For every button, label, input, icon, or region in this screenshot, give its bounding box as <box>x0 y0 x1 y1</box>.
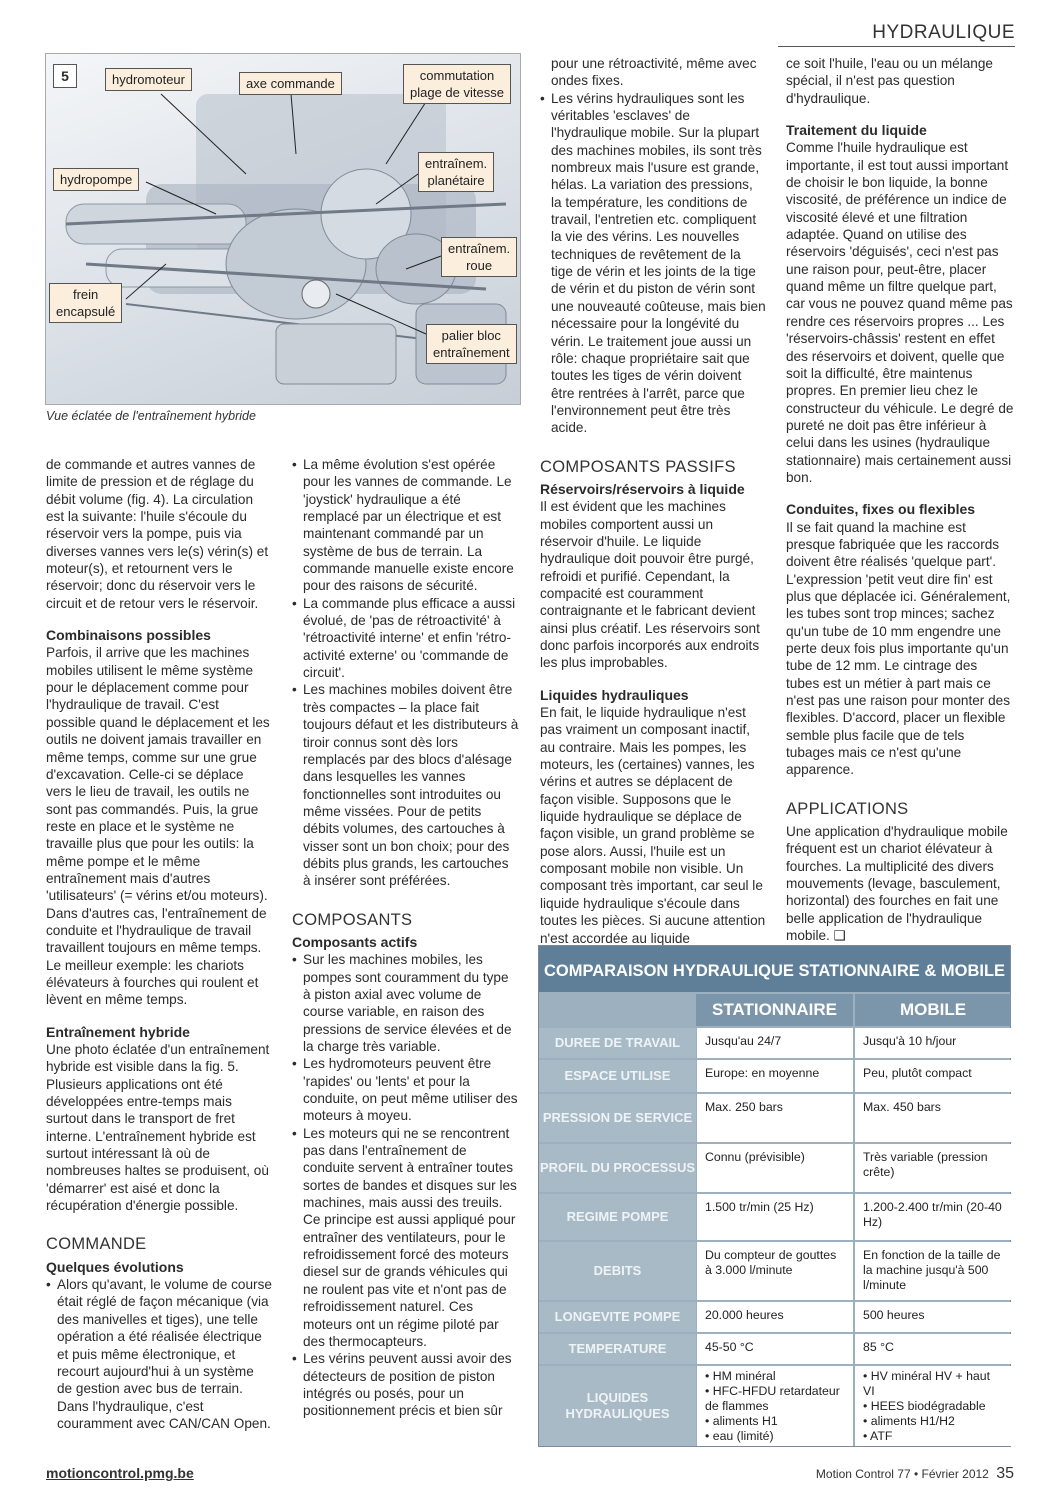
list-item: • HEES biodégradable <box>863 1399 1003 1414</box>
exploded-view-figure <box>45 53 521 405</box>
section-heading: APPLICATIONS <box>786 799 909 818</box>
table-row <box>539 1060 1010 1092</box>
paragraph: de commande et autres vannes de limite de pression et de réglage du débit volume (fig. 4). La circulation est la suivante: l'huile s'écoule du réservoir vers la pompe, puis via diverses vannes vers le(s) vérin(s) et moteur(s), et retournent vers le réservoir; donc du réservoir vers le circuit et de retour vers le réservoir. <box>46 457 269 611</box>
bullet-item: • La même évolution s'est opérée pour les vannes de commande. Le 'joystick' hydraulique a été remplacé par un électrique et est maintenant commandé par un système de bus de terrain. La commande manuelle existe encore pour des raisons de sécurité. <box>292 456 519 595</box>
subheading: Traitement du liquide <box>786 122 927 139</box>
section-header: HYDRAULIQUE <box>872 22 1015 43</box>
cell-stationnaire: 1.500 tr/min (25 Hz) <box>697 1194 853 1240</box>
subheading: Conduites, fixes ou flexibles <box>786 501 976 518</box>
bullet-item: • Les moteurs qui ne se rencontrent pas dans l'entraînement de conduite servent à entraîner toutes sortes de bandes et disques sur les machines, mais aussi des treuils. Ce principe est aussi appliqué pour entraîner des ventilateurs, pour le refroidissement forcé des moteurs diesel sur de grands véhicules qui ne roulent pas vite et n'ont pas de refroidissement naturel. Ces moteurs ont un régime piloté par des thermocapteurs. <box>292 1125 519 1350</box>
cell-mobile: Très variable (pression crête) <box>855 1144 1011 1192</box>
cell-stationnaire: 45-50 °C <box>697 1334 853 1364</box>
comparison-table <box>538 945 1011 1447</box>
table-row <box>539 1302 1010 1332</box>
list-item: • HM minéral <box>705 1369 845 1384</box>
row-label: ESPACE UTILISE <box>539 1060 696 1092</box>
cell-mobile: Max. 450 bars <box>855 1094 1011 1142</box>
list-item: • eau (limité) <box>705 1429 845 1444</box>
label-planetaire: entraînem. planétaire <box>418 152 494 192</box>
subheading: Réservoirs/réservoirs à liquide <box>540 480 745 497</box>
subheading: Composants actifs <box>292 933 418 950</box>
subheading: Quelques évolutions <box>46 1258 184 1275</box>
paragraph: Il est évident que les machines mobiles comportent aussi un réservoir d'huile. Le liquide hydraulique doit pouvoir être purgé, refroidi et purifié. Cependant, la compacité est couramment contraignante et le fabricant devient ainsi plus créatif. Les réservoirs sont donc parfois incorporés aux endroits les plus improbables. <box>540 499 760 671</box>
paragraph: En fait, le liquide hydraulique n'est pas vraiment un composant inactif, au contraire. Mais les pompes, les moteurs, les (certaines) vannes, les vérins et autres se déplacent de façon visible. Supposons que le liquide hydraulique se déplace de façon visible, un grand problème se pose alors. Aussi, l'huile est un composant mobile non visible. Un composant très important, car seul le liquide hydraulique s'écoule dans toutes les pièces. Si aucune attention n'est accordée au liquide <box>540 705 766 946</box>
table-row <box>539 1144 1010 1192</box>
cell-stationnaire: Jusqu'au 24/7 <box>697 1028 853 1058</box>
bullet-item: • Les vérins peuvent aussi avoir des détecteurs de position de piston intégrés ou posés, pour un positionnement précis et bien sûr <box>292 1350 519 1419</box>
issue-label: Motion Control 77 • Février 2012 <box>815 1467 989 1481</box>
column-3 <box>540 55 766 964</box>
cell-mobile: En fonction de la taille de la machine jusqu'à 500 l/minute <box>855 1242 1011 1300</box>
row-label: DEBITS <box>539 1242 696 1300</box>
cell-stationnaire: Du compteur de gouttes à 3.000 l/minute <box>697 1242 853 1300</box>
cell-mobile <box>855 1366 1011 1446</box>
list-item: • ATF <box>863 1429 1003 1444</box>
issue-info <box>816 1465 1014 1483</box>
cell-mobile: 1.200-2.400 tr/min (20-40 Hz) <box>855 1194 1011 1240</box>
bullet-item: • Les machines mobiles doivent être très compactes – la place fait toujours défaut et les distributeurs à tiroir connus sont dès lors remplacés par des blocs d'alésage dans lesquelles les vannes fonctionnelles sont introduites ou même vissées. Pour de petits débits volumes, des cartouches à visser sont un bon choix; pour des débits plus grands, les cartouches à insérer sont préférées. <box>292 681 519 889</box>
label-axe-commande: axe commande <box>239 72 342 95</box>
column-header-stationnaire: STATIONNAIRE <box>696 994 853 1026</box>
row-label: DUREE DE TRAVAIL <box>539 1028 696 1058</box>
row-label: PROFIL DU PROCESSUS <box>539 1144 696 1192</box>
bullet-item: • Les vérins hydrauliques sont les véritables 'esclaves' de l'hydraulique mobile. Sur la plupart des machines mobiles, ils sont très nombreux mais l'usure est grande, hélas. La variation des pressions, la température, les conditions de travail, l'entretien etc. compliquent la vie des vérins. Les nouvelles techniques de revêtement de la tige de vérin et les joints de la tige de vérin et du piston de vérin sont une nouveauté coûteuse, mais bien nécessaire pour la longévité du vérin. Le traitement joue aussi un rôle: chaque propriétaire sait que toutes les tiges de vérin doivent être rentrées à l'arrêt, parce que l'environnement peut être très acide. <box>540 90 766 437</box>
subheading: Combinaisons possibles <box>46 627 211 644</box>
label-frein: frein encapsulé <box>49 283 122 323</box>
cell-stationnaire: Europe: en moyenne <box>697 1060 853 1092</box>
bullet-item: • Sur les machines mobiles, les pompes sont couramment du type à piston axial avec volume de course variable, en raison des pressions de service élevées et de la charge très variable. <box>292 951 519 1055</box>
cell-stationnaire: 20.000 heures <box>697 1302 853 1332</box>
row-label: TEMPERATURE <box>539 1334 696 1364</box>
paragraph: Parfois, il arrive que les machines mobiles utilisent le même système pour le déplacement comme pour l'hydraulique de travail. C'est possible quand le déplacement et les outils ne doivent jamais travailler en même temps, comme sur une grue d'excavation. Celle-ci se déplace vers le lieu de travail, les outils ne sont pas commandés. Puis, la grue reste en place et le système ne travaille plus que pour les outils: la même pompe et le même entraînement mais d'autres 'utilisateurs' (= vérins et/ou moteurs). Dans d'autres cas, l'entraînement de conduite et l'hydraulique de travail travaillent toujours en même temps. Le meilleur exemple: les chariots élévateurs à fourches qui roulent et lèvent en même temps. <box>46 645 270 1008</box>
cell-stationnaire <box>697 1366 853 1446</box>
header-rule <box>778 46 1015 47</box>
row-label: PRESSION DE SERVICE <box>539 1094 696 1142</box>
paragraph: Une application d'hydraulique mobile fréquent est un chariot élévateur à fourches. La multiplicité des divers mouvements (levage, basculement, horizontal) des fourches en fait une belle application de l'hydraulique mobile. ❑ <box>786 824 1008 944</box>
label-palier: palier bloc entraînement <box>426 324 517 364</box>
table-row <box>539 1334 1010 1364</box>
cell-mobile: Peu, plutôt compact <box>855 1060 1011 1092</box>
bullet-item: • La commande plus efficace a aussi évolué, de 'pas de rétroactivité' à 'rétroactivité interne' et enfin 'rétro-activité externe' ou 'commande de circuit'. <box>292 595 519 682</box>
list-item: • HFC-HFDU retardateur de flammes <box>705 1384 845 1414</box>
section-heading: COMPOSANTS <box>292 910 413 929</box>
cell-stationnaire: Connu (prévisible) <box>697 1144 853 1192</box>
paragraph: ce soit l'huile, l'eau ou un mélange spécial, il n'est pas question d'hydraulique. <box>786 56 993 106</box>
bullet-item: • Alors qu'avant, le volume de course était réglé de façon mécanique (via des manivelles et tiges), une telle opération a été réalisée électrique et puis même électronique, et recourt aujourd'hui à un système de gestion avec bus de terrain. Dans l'hydraulique, c'est couramment avec CAN/CAN Open. <box>46 1276 272 1432</box>
subheading: Entraînement hybride <box>46 1023 190 1040</box>
figure-caption: Vue éclatée de l'entraînement hybride <box>46 409 256 423</box>
table-row <box>539 1366 1010 1446</box>
table-row <box>539 1194 1010 1240</box>
paragraph: Il se fait quand la machine est presque fabriquée que les raccords doivent être réalisés 'quelque part'. L'expression 'petit veut dire fin' est plus que déplacée ici. Généralement, les tubes sont trop minces; sachez qu'un tube de 10 mm engendre une perte deux fois plus importante qu'un tube de 12 mm. Le cintrage des tubes est un métier à part mais ce n'est pas une raison pour monter des flexibles. D'accord, placer un flexible semble plus facile que de tels tubages mais ce n'est qu'une apparence. <box>786 519 1011 778</box>
list-item: • aliments H1/H2 <box>863 1414 1003 1429</box>
column-2 <box>292 456 519 1420</box>
figure-number: 5 <box>53 64 77 88</box>
column-1 <box>46 456 272 1432</box>
table-title: COMPARAISON HYDRAULIQUE STATIONNAIRE & MOBILE <box>539 946 1010 992</box>
table-row <box>539 1094 1010 1142</box>
label-commutation: commutation plage de vitesse <box>403 64 511 104</box>
paragraph: Une photo éclatée d'un entraînement hybride est visible dans la fig. 5. Plusieurs applications ont été développées entre-temps mais surtout dans le transport de fret interne. L'entraînement hybride est surtout intéressant là où de nombreuses haltes se produisent, où 'démarrer' est aisé et donc la récupération d'énergie possible. <box>46 1042 270 1214</box>
list-item: • aliments H1 <box>705 1414 845 1429</box>
bullet-item: • Les hydromoteurs peuvent être 'rapides' ou 'lents' et pour la conduite, on peut même utiliser des moteurs à moyeu. <box>292 1055 519 1124</box>
subheading: Liquides hydrauliques <box>540 686 689 703</box>
row-label: LIQUIDES HYDRAULIQUES <box>539 1366 696 1446</box>
list-item: • HV minéral HV + haut VI <box>863 1369 1003 1399</box>
paragraph: pour une rétroactivité, même avec ondes fixes. <box>551 56 757 89</box>
table-row <box>539 1242 1010 1300</box>
page-number: 35 <box>996 1465 1014 1482</box>
section-heading: COMPOSANTS PASSIFS <box>540 457 736 476</box>
label-hydropompe: hydropompe <box>53 168 139 191</box>
paragraph: Comme l'huile hydraulique est importante, il est tout aussi important de choisir le bon liquide, la bonne viscosité, de préférence un indice de viscosité élevé et une filtration adaptée. Quand on utilise des réservoirs 'déguisés', ceci n'est pas une raison pour, peut-être, placer quand même un filtre quelque part, car vous ne pouvez quand même pas rendre ces réservoirs propres ... Les 'réservoirs-châssis' restent en effet des réservoirs et doivent, quelle que soit la difficulté, être maintenus propres. En premier lieu chez le constructeur du véhicule. Le degré de pureté ne doit pas être inférieur à celui dans les usines (hydraulique stationnaire) mais certainement aussi bon. <box>786 140 1014 485</box>
cell-mobile: Jusqu'à 10 h/jour <box>855 1028 1011 1058</box>
cell-stationnaire: Max. 250 bars <box>697 1094 853 1142</box>
row-label: LONGEVITE POMPE <box>539 1302 696 1332</box>
section-heading: COMMANDE <box>46 1235 147 1254</box>
website-link[interactable]: motioncontrol.pmg.be <box>46 1465 194 1481</box>
column-4 <box>786 55 1014 945</box>
cell-mobile: 500 heures <box>855 1302 1011 1332</box>
label-hydromoteur: hydromoteur <box>105 68 192 91</box>
table-header-row <box>539 994 1010 1026</box>
label-roue: entraînem. roue <box>441 237 517 277</box>
cell-mobile: 85 °C <box>855 1334 1011 1364</box>
column-header-mobile: MOBILE <box>855 994 1011 1026</box>
table-row <box>539 1028 1010 1058</box>
row-label: REGIME POMPE <box>539 1194 696 1240</box>
